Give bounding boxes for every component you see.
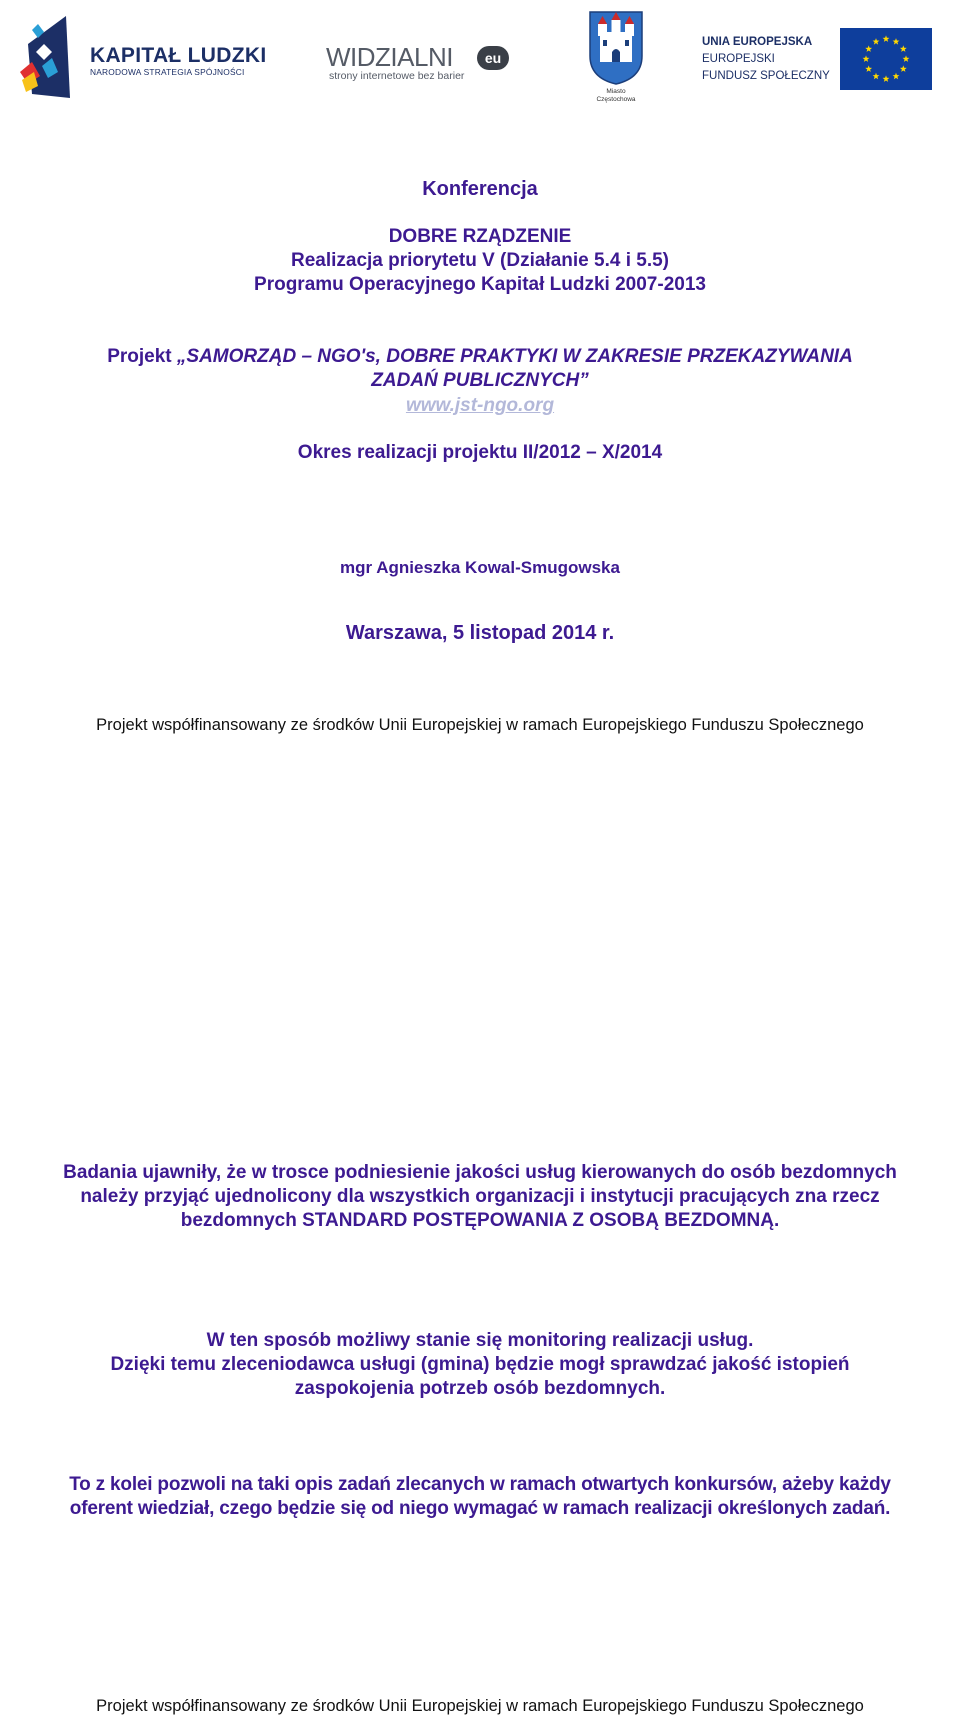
kapital-ludzki-emblem (18, 14, 88, 98)
conference-title-line1: DOBRE RZĄDZENIE (388, 226, 572, 247)
czestochowa-caption (588, 88, 644, 104)
project-url-line (0, 395, 960, 417)
author-name: mgr Agnieszka Kowal-Smugowska (340, 558, 620, 577)
conference-title-line3: Programu Operacyjnego Kapitał Ludzki 2007-2013 (254, 274, 706, 295)
project-title-part2: ZADAŃ PUBLICZNYCH” (371, 370, 589, 391)
kapital-ludzki-subtitle: NARODOWA STRATEGIA SPÓJNOŚCI (90, 67, 245, 77)
czestochowa-crest-icon (588, 10, 644, 86)
widzialni-tagline: strony internetowe bez barier (329, 70, 465, 82)
czestochowa-caption-line1: Miasto (606, 88, 626, 95)
footer-cofinance-note: Projekt współfinansowany ze środków Unii Europejskiej w ramach Europejskiego Funduszu Społecznego (96, 1697, 864, 1715)
conference-label: Konferencja (422, 178, 538, 200)
project-period: Okres realizacji projektu II/2012 – X/2014 (297, 442, 663, 463)
project-title-part1: „SAMORZĄD – NGO's, DOBRE PRAKTYKI W ZAKRESIE PRZEKAZYWANIA (176, 346, 853, 367)
project-name-line1 (0, 346, 960, 368)
body-paragraph-3-line1: To z kolei pozwoli na taki opis zadań zlecanych w ramach otwartych konkursów, ażeby każdy (69, 1474, 891, 1495)
widzialni-name: WIDZIALNI (326, 42, 453, 72)
body-paragraph-3-line2: oferent wiedział, czego będzie się od niego wymagać w ramach realizacji określonych zadań. (69, 1498, 891, 1519)
unia-line2: EUROPEJSKI (702, 53, 775, 65)
widzialni-eu-badge: eu (477, 46, 509, 70)
project-prefix: Projekt (107, 346, 172, 367)
cofinance-note: Projekt współfinansowany ze środków Unii Europejskiej w ramach Europejskiego Funduszu Społecznego (96, 716, 864, 734)
place-date: Warszawa, 5 listopad 2014 r. (345, 622, 615, 644)
body-paragraph-2-line3: zaspokojenia potrzeb osób bezdomnych. (294, 1378, 666, 1399)
unia-line3: FUNDUSZ SPOŁECZNY (702, 70, 830, 82)
eu-flag-icon (840, 28, 932, 90)
project-url-link[interactable]: www.jst-ngo.org (405, 395, 555, 416)
body-paragraph-1-line1: Badania ujawniły, że w trosce podniesienie jakości usług kierowanych do osób bezdomnych (63, 1162, 897, 1183)
body-paragraph-1-line2: należy przyjąć ujednolicony dla wszystkich organizacji i instytucji pracujących zna rzecz (80, 1186, 880, 1207)
logo-bar (0, 0, 960, 110)
body-paragraph-2-line1: W ten sposób możliwy stanie się monitoring realizacji usług. (206, 1330, 754, 1351)
czestochowa-caption-line2: Częstochowa (596, 96, 636, 103)
kapital-ludzki-title: KAPITAŁ LUDZKI (90, 44, 267, 67)
body-paragraph-1-line3: bezdomnych STANDARD POSTĘPOWANIA Z OSOBĄ BEZDOMNĄ. (180, 1210, 780, 1231)
body-paragraph-2-line2: Dzięki temu zleceniodawca usługi (gmina) będzie mogł sprawdzać jakość istopień (110, 1354, 850, 1375)
conference-title-line2: Realizacja priorytetu V (Działanie 5.4 i 5.5) (290, 250, 670, 271)
unia-line1: UNIA EUROPEJSKA (702, 36, 813, 48)
